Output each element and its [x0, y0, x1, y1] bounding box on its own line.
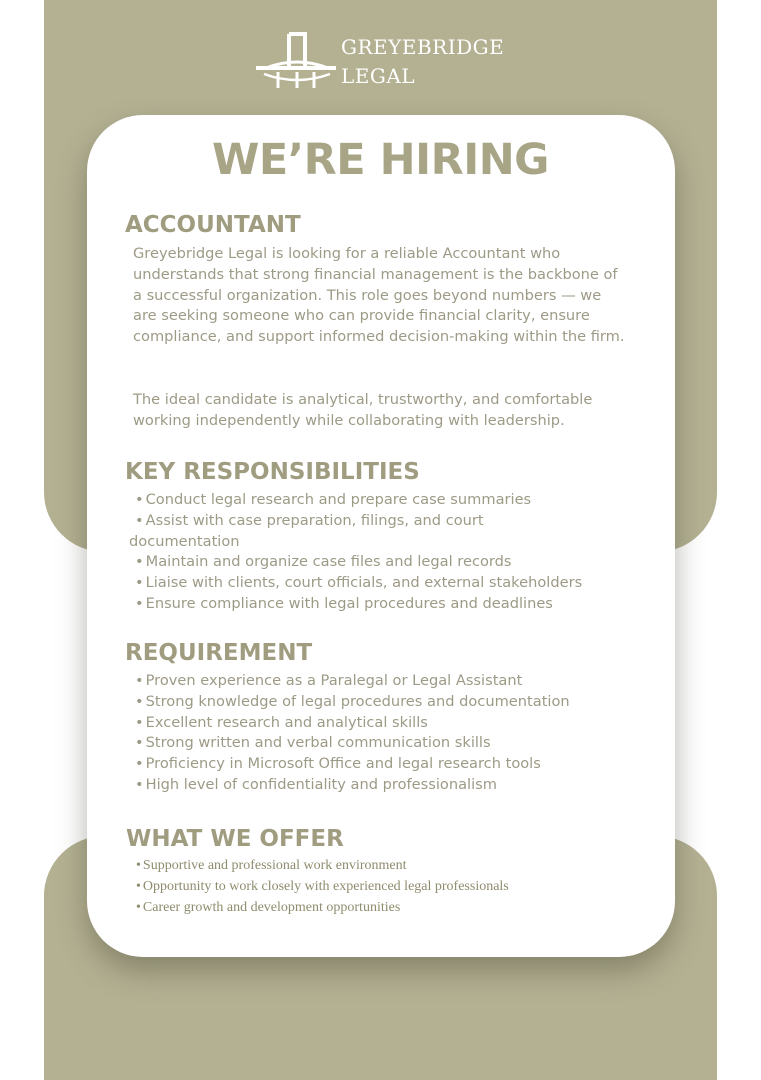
brand-logo [256, 28, 526, 94]
role-ideal-candidate: The ideal candidate is analytical, trustworthy, and comfortable working independently while collaborating with leadership. [133, 391, 593, 429]
list-item: • Career growth and development opportunities [136, 897, 509, 918]
list-item: • Ensure compliance with legal procedures and deadlines [135, 594, 582, 615]
list-item: • Conduct legal research and prepare case summaries [135, 490, 582, 511]
bridge-logo-icon [256, 28, 338, 92]
list-item: • Proficiency in Microsoft Office and legal research tools [135, 754, 570, 775]
brand-name-line2: LEGAL [341, 64, 416, 88]
offer-list [136, 855, 509, 918]
list-item: • Opportunity to work closely with experienced legal professionals [136, 876, 509, 897]
requirement-title: REQUIREMENT [125, 640, 313, 666]
list-item-continuation [129, 532, 582, 553]
list-item: • Supportive and professional work environment [136, 855, 509, 876]
hiring-headline: WE’RE HIRING [212, 135, 549, 185]
list-item: • Strong knowledge of legal procedures and documentation [135, 692, 570, 713]
list-item: • Strong written and verbal communication skills [135, 733, 570, 754]
list-item: • High level of confidentiality and professionalism [135, 775, 570, 796]
requirement-list [135, 671, 570, 796]
list-item: • Maintain and organize case files and legal records [135, 552, 582, 573]
list-item: • Excellent research and analytical skills [135, 713, 570, 734]
list-item-continuation-text: documentation [129, 532, 240, 550]
list-item: • Proven experience as a Paralegal or Legal Assistant [135, 671, 570, 692]
list-item: • Assist with case preparation, filings, and court [135, 511, 582, 532]
list-item: • Liaise with clients, court officials, and external stakeholders [135, 573, 582, 594]
role-title: ACCOUNTANT [125, 212, 301, 238]
offer-title: WHAT WE OFFER [126, 826, 344, 852]
responsibilities-title: KEY RESPONSIBILITIES [125, 459, 420, 485]
role-description: Greyebridge Legal is looking for a reliable Accountant who understands that strong financial management is the backbone of a successful organization. This role goes beyond numbers — we are seeking someone who can provide financial clarity, ensure compliance, and support informed decision-making within the firm. [133, 245, 625, 346]
responsibilities-list [129, 490, 583, 615]
brand-name-line1: GREYEBRIDGE [341, 35, 505, 59]
